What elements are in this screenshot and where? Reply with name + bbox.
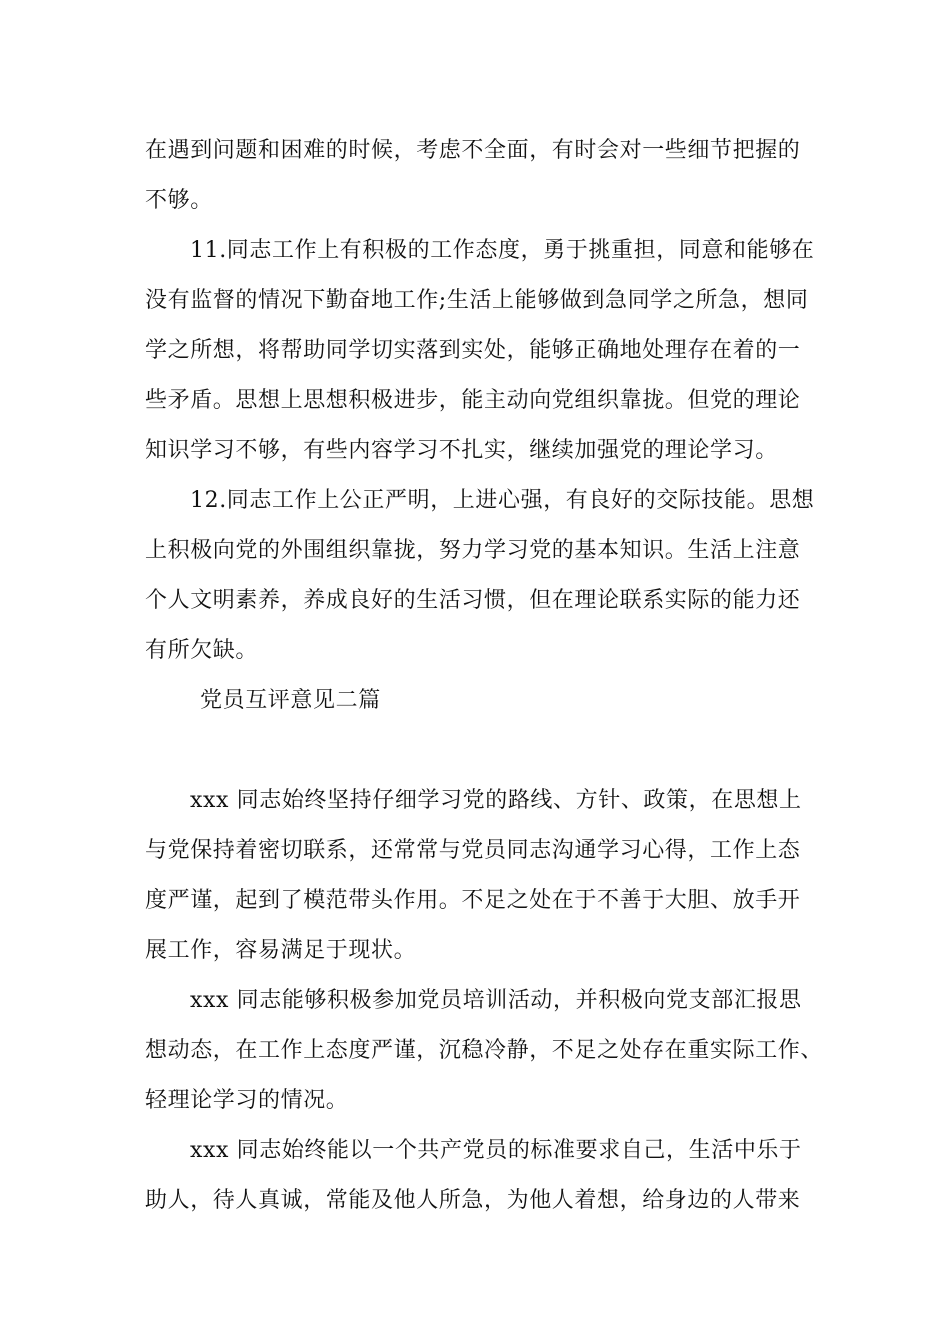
text-line: 不够。 bbox=[145, 188, 213, 213]
text-line: 些矛盾。思想上思想积极进步，能主动向党组织靠拢。但党的理论 bbox=[145, 388, 801, 413]
text-line: 11.同志工作上有积极的工作态度，勇于挑重担，同意和能够在 bbox=[190, 238, 815, 263]
section-heading: 党员互评意见二篇 bbox=[200, 688, 381, 713]
text-line: 个人文明素养，养成良好的生活习惯，但在理论联系实际的能力还 bbox=[145, 588, 801, 613]
text-line: 上积极向党的外围组织靠拢，努力学习党的基本知识。生活上注意 bbox=[145, 538, 801, 563]
text-line: xxx 同志始终坚持仔细学习党的路线、方针、政策，在思想上 bbox=[190, 788, 802, 813]
text-line: 想动态，在工作上态度严谨，沉稳冷静，不足之处存在重实际工作、 bbox=[145, 1038, 824, 1063]
text-line: xxx 同志始终能以一个共产党员的标准要求自己，生活中乐于 bbox=[190, 1138, 802, 1163]
text-line: xxx 同志能够积极参加党员培训活动，并积极向党支部汇报思 bbox=[190, 988, 802, 1013]
text-line: 与党保持着密切联系，还常常与党员同志沟通学习心得，工作上态 bbox=[145, 838, 801, 863]
text-line: 没有监督的情况下勤奋地工作;生活上能够做到急同学之所急，想同 bbox=[145, 288, 809, 313]
text-line: 展工作，容易满足于现状。 bbox=[145, 938, 417, 963]
text-line: 度严谨，起到了模范带头作用。不足之处在于不善于大胆、放手开 bbox=[145, 888, 801, 913]
text-line: 有所欠缺。 bbox=[145, 638, 259, 663]
text-line: 助人，待人真诚，常能及他人所急，为他人着想，给身边的人带来 bbox=[145, 1188, 801, 1213]
text-line: 12.同志工作上公正严明，上进心强，有良好的交际技能。思想 bbox=[190, 488, 815, 513]
text-line: 轻理论学习的情况。 bbox=[145, 1088, 349, 1113]
text-line: 在遇到问题和困难的时候，考虑不全面，有时会对一些细节把握的 bbox=[145, 138, 801, 163]
text-line: 知识学习不够，有些内容学习不扎实，继续加强党的理论学习。 bbox=[145, 438, 778, 463]
text-line: 学之所想，将帮助同学切实落到实处，能够正确地处理存在着的一 bbox=[145, 338, 801, 363]
